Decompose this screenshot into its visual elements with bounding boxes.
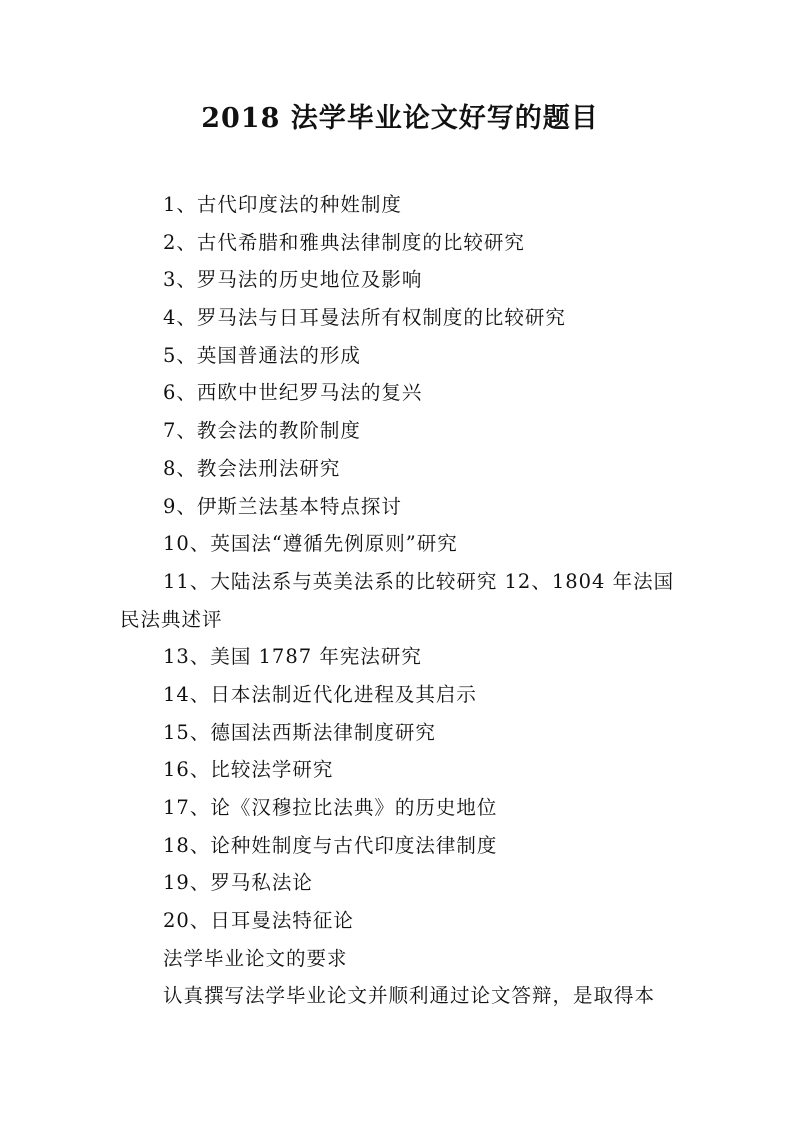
list-item: 6、西欧中世纪罗马法的复兴	[163, 381, 423, 405]
list-item: 11、大陆法系与英美法系的比较研究 12、1804 年法国	[163, 569, 675, 593]
list-item: 20、日耳曼法特征论	[163, 909, 354, 933]
list-item: 9、伊斯兰法基本特点探讨	[163, 494, 402, 518]
list-item: 17、论《汉穆拉比法典》的历史地位	[163, 796, 498, 819]
list-item: 16、比较法学研究	[163, 758, 334, 782]
list-item: 3、罗马法的历史地位及影响	[163, 268, 423, 292]
list-item: 18、论种姓制度与古代印度法律制度	[163, 833, 498, 857]
list-item: 8、教会法刑法研究	[163, 456, 341, 480]
document-body	[120, 186, 690, 1015]
paragraph-text: 认真撰写法学毕业论文并顺利通过论文答辩，是取得本	[163, 984, 656, 1008]
list-item: 4、罗马法与日耳曼法所有权制度的比较研究	[163, 306, 566, 330]
list-item: 10、英国法“遵循先例原则”研究	[163, 532, 458, 556]
list-item: 15、德国法西斯法律制度研究	[163, 720, 436, 744]
list-item: 1、古代印度法的种姓制度	[163, 193, 402, 216]
document-title: 2018 法学毕业论文好写的题目	[201, 103, 599, 134]
list-item: 2、古代希腊和雅典法律制度的比较研究	[163, 230, 525, 254]
list-item: 19、罗马私法论	[163, 871, 313, 895]
section-heading: 法学毕业论文的要求	[163, 946, 348, 970]
list-item: 14、日本法制近代化进程及其启示	[163, 682, 477, 706]
list-item: 5、英国普通法的形成	[163, 343, 361, 367]
list-item: 13、美国 1787 年宪法研究	[163, 645, 422, 669]
list-item-continuation: 民法典述评	[120, 607, 223, 631]
list-item: 7、教会法的教阶制度	[163, 419, 361, 443]
